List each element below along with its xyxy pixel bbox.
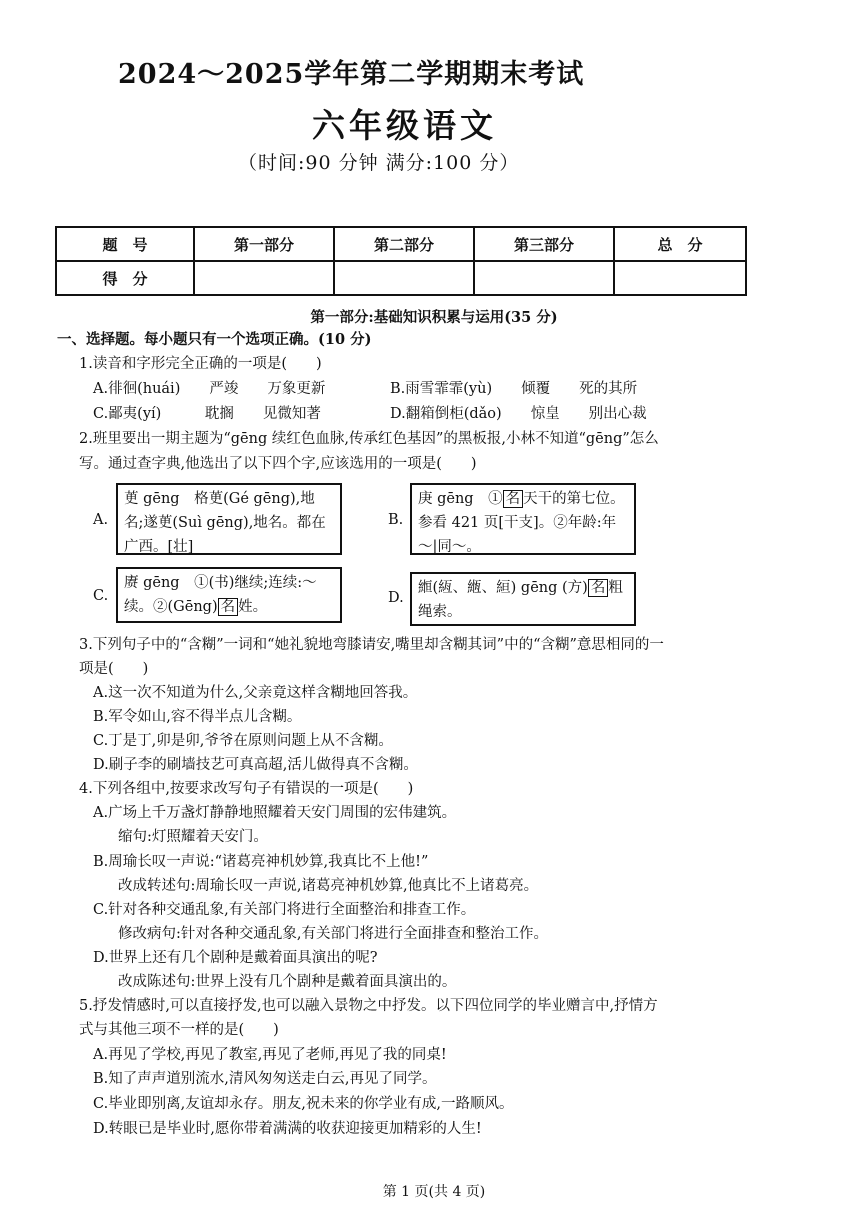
- subject-title: 六年级语文: [312, 106, 497, 145]
- option-d-label: D.: [388, 590, 404, 606]
- entry-text: 縆(絚、緪、絙) gēng (方): [418, 580, 588, 596]
- question-4-option-d-rewrite: 改成陈述句:世界上没有几个剧种是戴着面具演出的。: [118, 974, 457, 990]
- question-2-stem: 2.班里要出一期主题为“gēng 续红色血脉,传承红色基因”的黑板报,小林不知道“gēng”怎么: [79, 431, 659, 447]
- question-5-option-c: C.毕业即别离,友谊却永存。朋友,祝未来的你学业有成,一路顺风。: [93, 1096, 514, 1112]
- question-3-stem: 3.下列句子中的“含糊”一词和“她礼貌地弯膝请安,嘴里却含糊其词”中的“含糊”意思相同的一: [79, 637, 664, 653]
- question-5-option-d: D.转眼已是毕业时,愿你带着满满的收获迎接更加精彩的人生!: [93, 1121, 482, 1137]
- score-cell: [614, 261, 746, 295]
- question-3-option-c: C.丁是丁,卯是卯,爷爷在原则问题上从不含糊。: [93, 733, 393, 749]
- question-4-stem: 4.下列各组中,按要求改写句子有错误的一项是( ): [79, 781, 414, 797]
- question-1-stem: 1.读音和字形完全正确的一项是( ): [79, 356, 322, 372]
- question-4-option-c-rewrite: 修改病句:针对各种交通乱象,有关部门将进行全面排查和整治工作。: [118, 926, 548, 942]
- question-1-option-b: B.雨雪霏霏(yù) 倾覆 死的其所: [390, 381, 638, 397]
- question-5-stem: 式与其他三项不一样的是( ): [79, 1022, 279, 1038]
- score-table-header: 第三部分: [474, 227, 614, 261]
- question-5-option-a: A.再见了学校,再见了教室,再见了老师,再见了我的同桌!: [93, 1047, 447, 1063]
- score-table: [55, 226, 747, 296]
- option-a-label: A.: [93, 512, 109, 528]
- score-table-header: 题 号: [56, 227, 194, 261]
- section-title: 第一部分:基础知识积累与运用(35 分): [310, 309, 558, 326]
- question-3-option-d: D.刷子李的刷墙技艺可真高超,活儿做得真不含糊。: [93, 757, 418, 773]
- entry-text: 姓。: [238, 599, 268, 615]
- dictionary-entry-a: 茰 gēng 格茰(Gé gēng),地名;遂茰(Suì gēng),地名。都在广西。[壮]: [116, 483, 342, 555]
- dictionary-entry-c: [116, 567, 342, 623]
- part-of-speech-box: 名: [503, 490, 524, 508]
- question-5-stem: 5.抒发情感时,可以直接抒发,也可以融入景物之中抒发。以下四位同学的毕业赠言中,抒情方: [79, 998, 658, 1014]
- question-4-option-c: C.针对各种交通乱象,有关部门将进行全面整治和排查工作。: [93, 902, 476, 918]
- option-c-label: C.: [93, 588, 109, 604]
- question-4-option-a-rewrite: 缩句:灯照耀着天安门。: [118, 829, 268, 845]
- score-cell: [194, 261, 334, 295]
- option-b-label: B.: [388, 512, 404, 528]
- question-4-option-b-rewrite: 改成转述句:周瑜长叹一声说,诸葛亮神机妙算,他真比不上诸葛亮。: [118, 878, 539, 894]
- score-cell: [474, 261, 614, 295]
- exam-title: 2024～2025学年第二学期期末考试: [118, 59, 585, 90]
- question-4-option-d: D.世界上还有几个剧种是戴着面具演出的呢?: [93, 950, 378, 966]
- entry-text: 粗绳索。: [418, 580, 623, 620]
- entry-text: 赓 gēng ①(书)继续;连续:～续。②(Gēng): [124, 575, 317, 615]
- question-1-option-d: D.翻箱倒柜(dǎo) 惊皇 别出心裁: [390, 406, 647, 422]
- score-table-header: 第二部分: [334, 227, 474, 261]
- question-4-option-a: A.广场上千万盏灯静静地照耀着天安门周围的宏伟建筑。: [93, 805, 457, 821]
- dictionary-entry-b: [410, 483, 636, 555]
- entry-text: 庚 gēng ①: [418, 491, 503, 507]
- score-table-header: 第一部分: [194, 227, 334, 261]
- score-row-label: 得 分: [56, 261, 194, 295]
- part-heading: 一、选择题。每小题只有一个选项正确。(10 分): [57, 331, 372, 348]
- dictionary-entry-d: [410, 572, 636, 626]
- question-1-option-a: A.徘徊(huái) 严竣 万象更新: [93, 381, 326, 397]
- page-number: 第 1 页(共 4 页): [382, 1184, 486, 1200]
- question-2-stem: 写。通过查字典,他选出了以下四个字,应该选用的一项是( ): [79, 456, 477, 472]
- question-1-option-c: C.鄙夷(yí) 耽搁 见微知著: [93, 406, 321, 422]
- score-cell: [334, 261, 474, 295]
- score-table-header: 总 分: [614, 227, 746, 261]
- question-5-option-b: B.知了声声道别流水,清风匆匆送走白云,再见了同学。: [93, 1071, 437, 1087]
- question-4-option-b: B.周瑜长叹一声说:“诸葛亮神机妙算,我真比不上他!”: [93, 854, 429, 870]
- part-of-speech-box: 名: [588, 579, 609, 597]
- question-3-option-a: A.这一次不知道为什么,父亲竟这样含糊地回答我。: [93, 685, 418, 701]
- question-3-option-b: B.军令如山,容不得半点儿含糊。: [93, 709, 302, 725]
- exam-info: （时间:90 分钟 满分:100 分）: [238, 152, 520, 174]
- entry-text: 天干的第七位。参看 421 页[干支]。②年龄:年～|同～。: [418, 491, 625, 555]
- question-3-stem: 项是( ): [79, 661, 149, 677]
- part-of-speech-box: 名: [218, 598, 239, 616]
